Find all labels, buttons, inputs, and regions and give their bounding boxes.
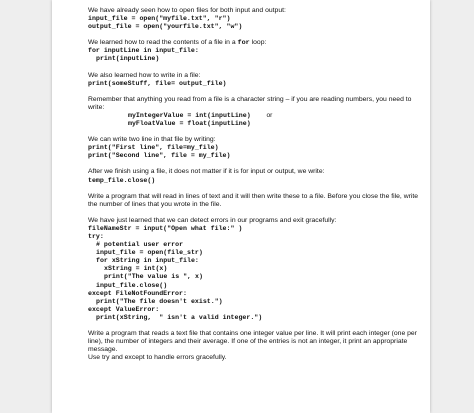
- code-print-value: print("The value is ", x): [104, 273, 203, 281]
- code-print-invalid: print(xString, " isn't a valid integer."): [96, 313, 263, 321]
- code-int-conversion: [88, 112, 424, 120]
- document-page: [52, 0, 430, 413]
- code-float-conversion: myFloatValue = float(inputLine): [128, 120, 251, 128]
- code-comment: # potential user error: [96, 241, 184, 249]
- read-loop-text: [88, 39, 424, 47]
- read-loop-text-keyword: for: [237, 39, 250, 48]
- code-print-not-exist: print("The file doesn't exist."): [96, 297, 223, 305]
- code-input-filename: fileNameStr = input("Open what file:" ): [88, 224, 243, 232]
- code-close-input: input_file.close(): [96, 281, 168, 289]
- try-except-instruction: Use try and except to handle errors gracefully.: [88, 354, 227, 362]
- code-except-valueerror: except ValueError:: [88, 305, 160, 313]
- write-file-text: We also learned how to write in a file:: [88, 71, 201, 79]
- or-label: or: [266, 111, 273, 119]
- document-content: [88, 7, 424, 362]
- code-print-to-file: print(someStuff, file= output_file): [88, 79, 227, 87]
- code-for-loop: for inputLine in input_file:: [88, 47, 199, 55]
- exercise-two-text: Write a program that reads a text file that contains one integer value per line. It will print each integer (one per line), the number of integers and their average. If one of the entries is not an integer, it print an appropriate message.: [88, 330, 417, 354]
- code-int-x: xString = int(x): [104, 265, 168, 273]
- code-open-output: output_file = open("yourfile.txt", "w"): [88, 23, 243, 31]
- code-open-file-str: input_file = open(file_str): [96, 249, 203, 257]
- read-loop-text-post: loop:: [249, 39, 267, 47]
- conversion-text: Remember that anything you read from a file is a character string – if you are reading numbers, you need to write:: [88, 95, 412, 111]
- code-except-notfound: except FileNotFoundError:: [88, 289, 187, 297]
- code-open-input: input_file = open("myfile.txt", "r"): [88, 15, 231, 23]
- close-file-text: After we finish using a file, it does not matter if it is for input or output, we write:: [88, 168, 325, 176]
- code-print-first-line: print("First line", file=my_file): [88, 144, 219, 152]
- code-print-second-line: print("Second line", file = my_file): [88, 152, 231, 160]
- read-loop-text-pre: We learned how to read the contents of a file in a: [88, 39, 238, 47]
- intro-open-files-text: We have already seen how to open files for both input and output:: [88, 7, 286, 14]
- code-print-line: print(inputLine): [96, 55, 160, 63]
- two-lines-text: We can write two line in that file by writing:: [88, 136, 216, 144]
- errors-text: We have just learned that we can detect errors in our programs and exit gracefully:: [88, 216, 337, 224]
- code-close-file: temp_file.close(): [88, 176, 156, 184]
- code-for-xstring: for xString in input_file:: [96, 257, 199, 265]
- exercise-one-text: Write a program that will read in lines of text and it will then write these to a file. Before you close the file, write the number of lines that you wrote in the file.: [88, 192, 419, 208]
- code-int-conversion-code: myIntegerValue = int(inputLine): [128, 111, 251, 119]
- code-try: try:: [88, 232, 104, 240]
